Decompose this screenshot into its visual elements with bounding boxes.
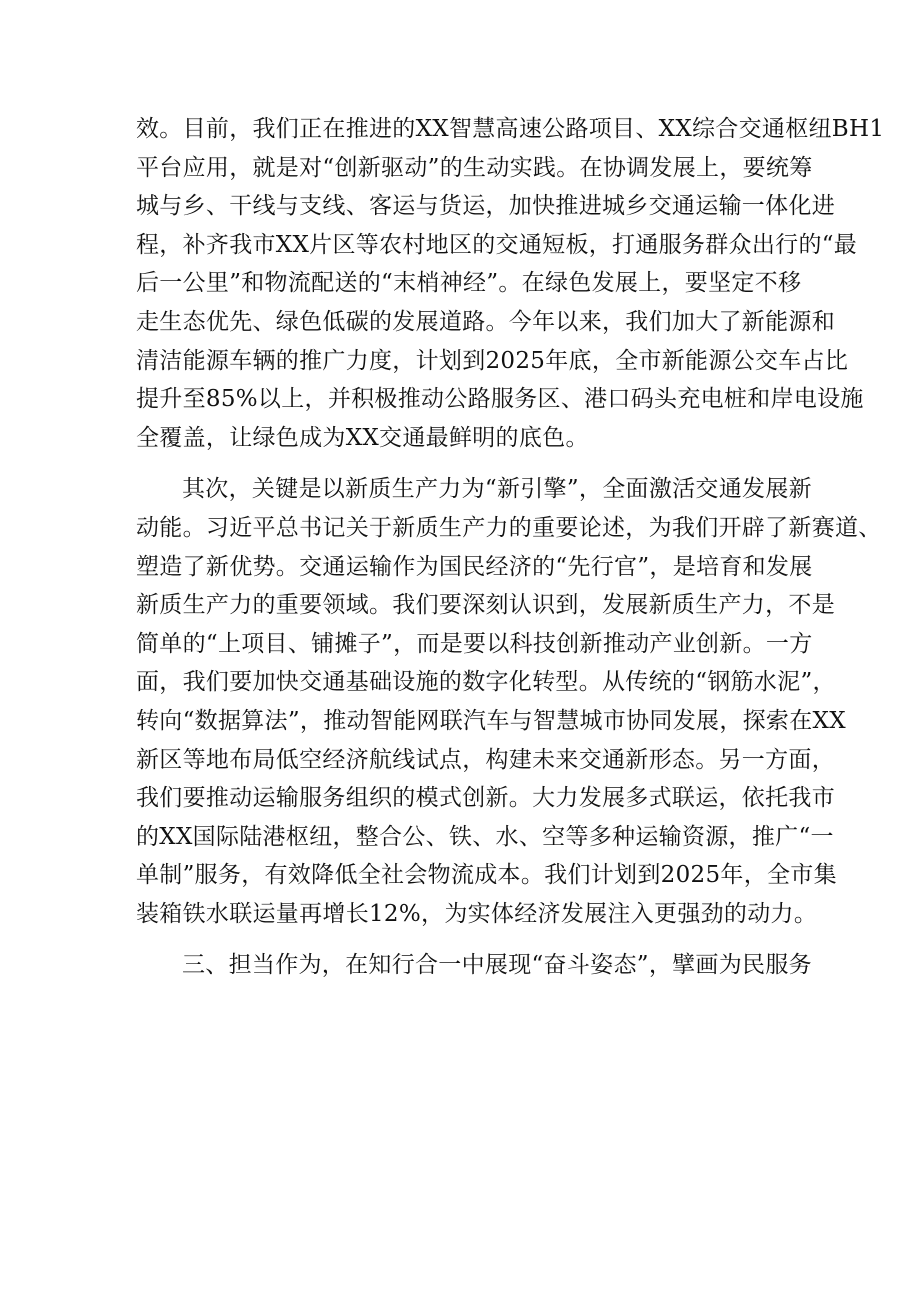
text-line: 单制”服务，有效降低全社会物流成本。我们计划到2025年，全市集 bbox=[136, 862, 837, 889]
text-line: 清洁能源车辆的推广力度，计划到2025年底，全市新能源公交车占比 bbox=[136, 347, 849, 374]
text-line: 我们要推动运输服务组织的模式创新。大力发展多式联运，依托我市 bbox=[136, 785, 835, 812]
section-heading-paragraph bbox=[136, 946, 812, 985]
text-line: 塑造了新优势。交通运输作为国民经济的“先行官”，是培育和发展 bbox=[136, 553, 813, 580]
paragraph-1 bbox=[136, 110, 885, 457]
text-line: 新质生产力的重要领域。我们要深刻认识到，发展新质生产力，不是 bbox=[136, 592, 835, 619]
text-line: 全覆盖，让绿色成为XX交通最鲜明的底色。 bbox=[136, 424, 589, 451]
text-line: 效。目前，我们正在推进的XX智慧高速公路项目、XX综合交通枢纽BH1 bbox=[136, 116, 885, 142]
text-line: 后一公里”和物流配送的“末梢神经”。在绿色发展上，要坚定不移 bbox=[136, 270, 802, 297]
text-line: 走生态优先、绿色低碳的发展道路。今年以来，我们加大了新能源和 bbox=[136, 308, 835, 335]
document-body bbox=[136, 110, 885, 985]
section-heading-line: 三、担当作为，在知行合一中展现“奋斗姿态”，擘画为民服务 bbox=[182, 952, 812, 979]
text-line: 动能。习近平总书记关于新质生产力的重要论述，为我们开辟了新赛道、 bbox=[136, 514, 882, 541]
text-line: 城与乡、干线与支线、客运与货运，加快推进城乡交通运输一体化进 bbox=[136, 193, 835, 220]
text-line: 新区等地布局低空经济航线试点，构建未来交通新形态。另一方面， bbox=[136, 746, 835, 773]
text-line: 程，补齐我市XX片区等农村地区的交通短板，打通服务群众出行的“最 bbox=[136, 231, 858, 258]
text-line: 提升至85%以上，并积极推动公路服务区、港口码头充电桩和岸电设施 bbox=[136, 386, 864, 413]
text-line: 装箱铁水联运量再增长12%，为实体经济发展注入更强劲的动力。 bbox=[136, 900, 818, 927]
text-line: 面，我们要加快交通基础设施的数字化转型。从传统的“钢筋水泥”， bbox=[136, 669, 836, 696]
paragraph-spacing bbox=[136, 933, 796, 946]
text-line: 的XX国际陆港枢纽，整合公、铁、水、空等多种运输资源，推广“一 bbox=[136, 823, 834, 850]
text-line: 其次，关键是以新质生产力为“新引擎”，全面激活交通发展新 bbox=[182, 476, 812, 503]
text-line: 简单的“上项目、铺摊子”，而是要以科技创新推动产业创新。一方 bbox=[136, 630, 813, 657]
paragraph-2 bbox=[136, 470, 882, 933]
text-line: 转向“数据算法”，推动智能网联汽车与智慧城市协同发展，探索在XX bbox=[136, 707, 846, 734]
text-line: 平台应用，就是对“创新驱动”的生动实践。在协调发展上，要统筹 bbox=[136, 154, 813, 181]
paragraph-spacing bbox=[136, 457, 796, 470]
